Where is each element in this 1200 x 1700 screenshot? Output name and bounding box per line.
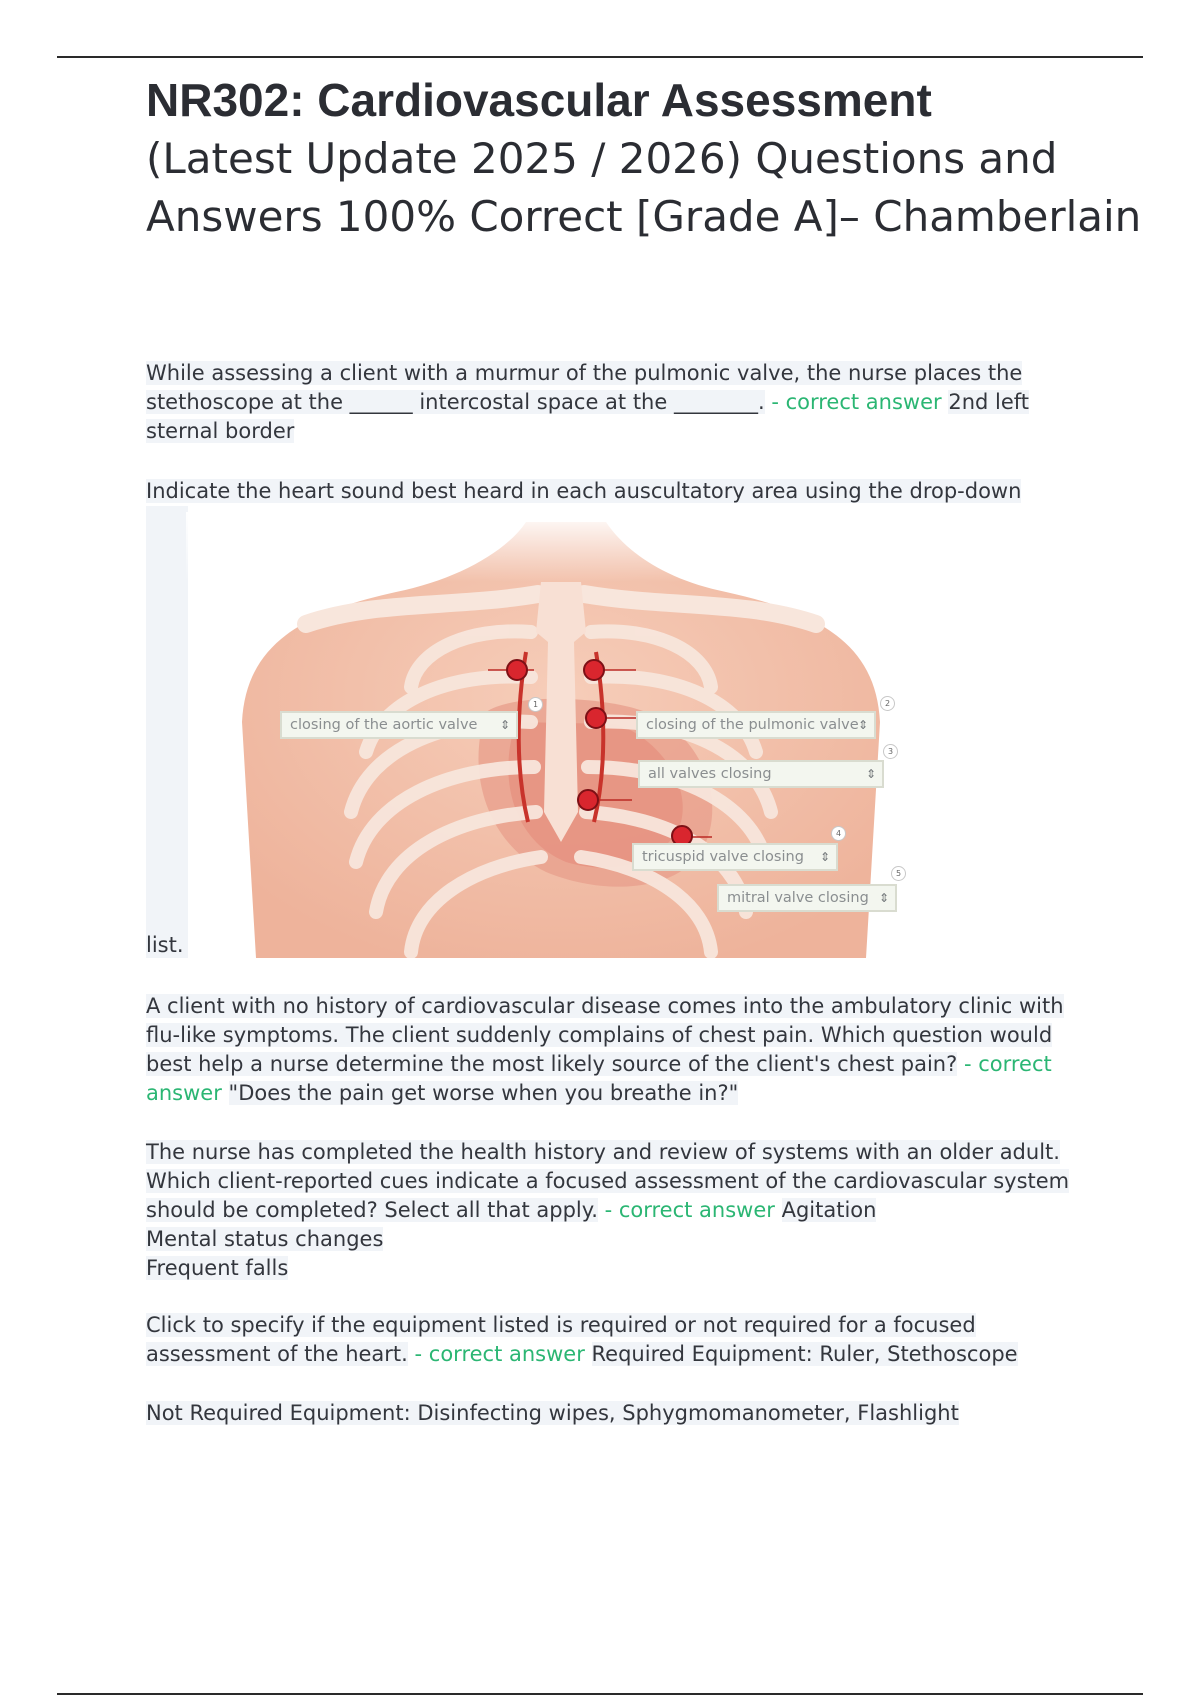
- chevron-updown-icon: ⇕: [819, 850, 830, 864]
- badge-4: 4: [831, 826, 846, 841]
- select-value: all valves closing: [648, 766, 772, 782]
- select-value: closing of the pulmonic valve: [646, 717, 859, 733]
- question-2-text: Indicate the heart sound best heard in each auscultatory area using the drop-down: [146, 479, 1022, 503]
- question-1-text: While assessing a client with a murmur of the pulmonic valve, the nurse places the stethoscope at the ______ intercostal space at the ________.: [146, 361, 1023, 414]
- select-value: closing of the aortic valve: [290, 717, 478, 733]
- pulmonic-area-dot: [583, 659, 605, 681]
- tricuspid-area-dot: [577, 789, 599, 811]
- chevron-updown-icon: ⇕: [878, 891, 889, 905]
- badge-5: 5: [891, 866, 906, 881]
- badge-3: 3: [883, 744, 898, 759]
- answer-4-item: Agitation: [781, 1198, 877, 1222]
- erbs-point-select[interactable]: [638, 760, 884, 788]
- answer-4-item: Mental status changes: [146, 1227, 384, 1251]
- pulmonic-area-select[interactable]: [636, 711, 876, 739]
- question-4: [146, 1138, 1096, 1283]
- answer-5-not-required: [146, 1399, 1086, 1428]
- correct-answer-label: - correct answer: [414, 1342, 585, 1366]
- question-1: [146, 359, 1086, 446]
- chevron-updown-icon: ⇕: [857, 718, 868, 732]
- title-subtitle: (Latest Update 2025 / 2026) Questions and Answers 100% Correct [Grade A]– Chamberlain: [146, 134, 1142, 241]
- question-2-end: list.: [146, 933, 184, 957]
- correct-answer-label: - correct answer: [604, 1198, 775, 1222]
- question-3-text: A client with no history of cardiovascular disease comes into the ambulatory clinic with flu-like symptoms. The client suddenly complains of chest pain. Which question would best help a nurse determine the most likely source of the client's chest pain?: [146, 994, 1064, 1076]
- erbs-point-dot: [585, 707, 607, 729]
- select-value: tricuspid valve closing: [642, 849, 804, 865]
- question-3: [146, 992, 1086, 1108]
- mitral-area-select[interactable]: [717, 884, 897, 912]
- question-5-text: Click to specify if the equipment listed is required or not required for a focused assessment of the heart.: [146, 1313, 976, 1366]
- aortic-area-select[interactable]: [280, 711, 518, 739]
- chevron-updown-icon: ⇕: [865, 767, 876, 781]
- figure-highlight-strip: [146, 506, 188, 958]
- question-4-text: The nurse has completed the health history and review of systems with an older adult. Which client-reported cues indicate a focused assessment of the cardiovascular system should be completed? Select all that apply.: [146, 1140, 1070, 1222]
- correct-answer-label: - correct answer: [146, 1052, 1052, 1105]
- chevron-updown-icon: ⇕: [499, 718, 510, 732]
- aortic-area-dot: [506, 659, 528, 681]
- auscultation-figure: [186, 512, 910, 958]
- question-2: [146, 477, 1086, 506]
- document-title: [146, 70, 1146, 246]
- title-course: NR302: Cardiovascular Assessment: [146, 74, 932, 126]
- answer-4-item: Frequent falls: [146, 1256, 289, 1280]
- answer-5-not-required-text: Not Required Equipment: Disinfecting wipes, Sphygmomanometer, Flashlight: [146, 1401, 959, 1425]
- answer-1: 2nd left sternal border: [146, 390, 1030, 443]
- answer-5-required: Required Equipment: Ruler, Stethoscope: [591, 1342, 1018, 1366]
- bottom-rule: [57, 1693, 1143, 1695]
- badge-1: 1: [528, 697, 543, 712]
- select-value: mitral valve closing: [727, 890, 869, 906]
- correct-answer-label: - correct answer: [771, 390, 942, 414]
- answer-3: "Does the pain get worse when you breathe in?": [228, 1081, 739, 1105]
- top-rule: [57, 56, 1143, 58]
- question-5: [146, 1311, 1086, 1369]
- badge-2: 2: [880, 696, 895, 711]
- tricuspid-area-select[interactable]: [632, 843, 838, 871]
